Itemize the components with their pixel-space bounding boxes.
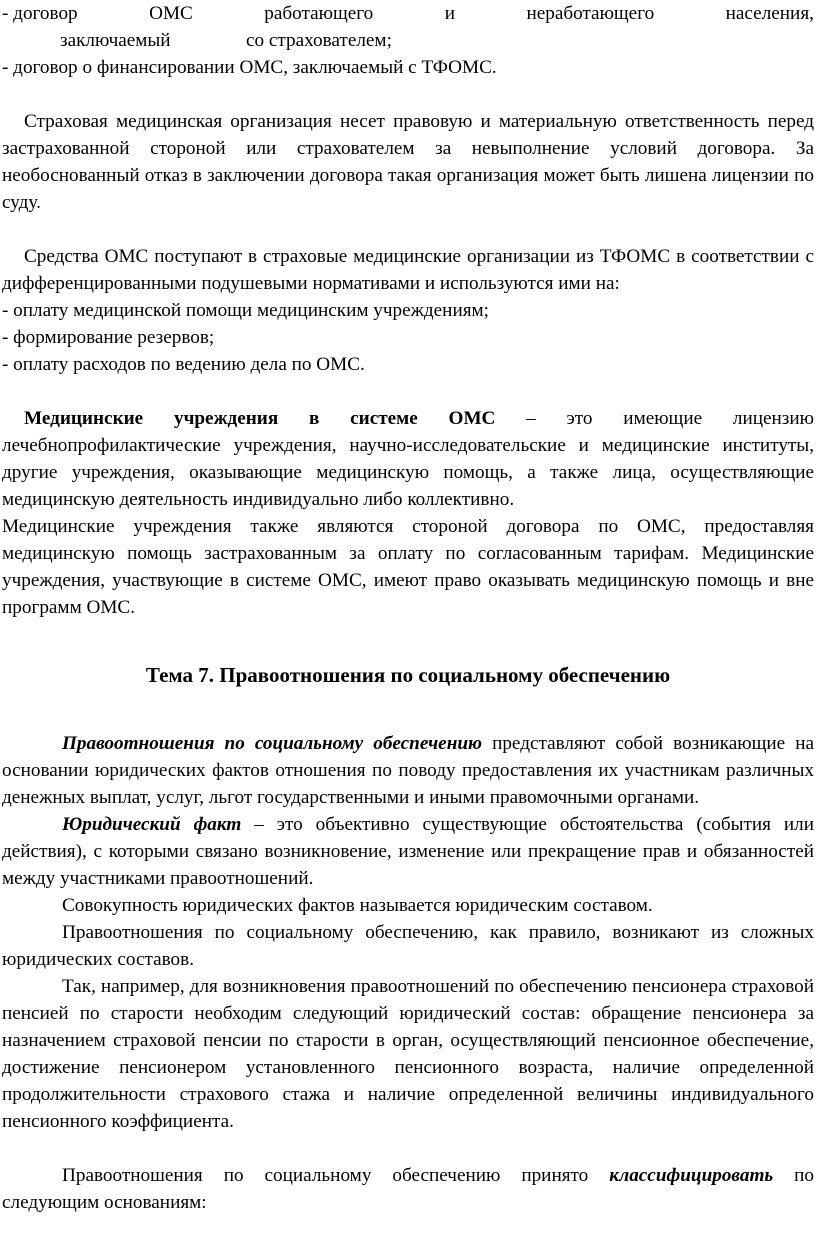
list-item: - оплату медицинской помощи медицинским учреждениям;: [2, 300, 490, 321]
topic-heading: Тема 7. Правоотношения по социальному обеспечению: [145, 663, 671, 687]
list-item: - формирование резервов;: [2, 327, 215, 348]
term-med-institutions: Медицинские учреждения в системе ОМС: [24, 408, 496, 429]
list-item-contract-financing: - договор о финансировании ОМС, заключаемый с ТФОМС.: [2, 57, 497, 78]
definition-med-institutions: – это имеющие лицензию лечебнопрофилактические учреждения, научно-исследовательские и медицинские институты, другие учреждения, оказывающие медицинскую помощь, а также лица, осуществляющие медицинскую деятельность индивидуально либо коллективно.: [2, 408, 814, 510]
paragraph-classify: [2, 1162, 814, 1216]
paragraph-med-institutions-2: Медицинские учреждения также являются стороной договора по ОМС, предоставляя медицинскую помощь застрахованным за оплату по согласованным тарифам. Медицинские учреждения, участвующие в системе ОМС, имеют право оказывать медицинскую помощь и вне программ ОМС.: [2, 516, 814, 618]
paragraph-example: Так, например, для возникновения правоотношений по обеспечению пенсионера страховой пенсией по старости необходим следующий юридический состав: обращение пенсионера за назначением страховой пенсии по старости в орган, осуществляющий пенсионное обеспечение, достижение пенсионером установленного пенсионного возраста, наличие определенной продолжительности страхового стажа и наличие определенной величины индивидуального пенсионного коэффициента.: [2, 976, 814, 1132]
list-word: - договор: [2, 3, 78, 24]
list-word: населения,: [725, 3, 814, 24]
classify-before: Правоотношения по социальному обеспечению принято: [62, 1165, 610, 1186]
paragraph-legal-fact: [2, 811, 814, 892]
paragraph-relations-definition: [2, 730, 814, 811]
classify-after: по следующим основаниям:: [2, 1165, 814, 1213]
paragraph-composition: Совокупность юридических фактов называется юридическим составом.: [62, 895, 653, 916]
list-word: работающего: [264, 3, 374, 24]
list-word: ОМС: [149, 3, 193, 24]
paragraph-liability: Страховая медицинская организация несет правовую и материальную ответственность перед застрахованной стороной или страхователем за невыполнение условий договора. За необоснованный отказ в заключении договора такая организация может быть лишена лицензии по суду.: [2, 111, 814, 213]
definition-relations: представляют собой возникающие на основании юридических фактов отношения по поводу предоставления их участникам различных денежных выплат, услуг, льгот государственными и иными правомочными органами.: [2, 733, 814, 808]
term-legal-fact: Юридический факт: [62, 814, 242, 835]
paragraph-complex: Правоотношения по социальному обеспечению, как правило, возникают из сложных юридических составов.: [2, 922, 814, 970]
list-word: и: [444, 3, 455, 24]
definition-legal-fact: – это объективно существующие обстоятельства (события или действия), с которыми связано возникновение, изменение или прекращение прав и обязанностей между участниками правоотношений.: [2, 814, 814, 889]
paragraph-funds: Средства ОМС поступают в страховые медицинские организации из ТФОМС в соответствии с дифференцированными подушевыми нормативами и используются ими на:: [2, 246, 814, 294]
list-word: заключаемый: [60, 30, 171, 51]
list-word: неработающего: [526, 3, 655, 24]
list-item-contract-oms: [2, 0, 814, 27]
list-item: - оплату расходов по ведению дела по ОМС.: [2, 354, 365, 375]
term-relations: Правоотношения по социальному обеспечению: [62, 733, 483, 754]
list-word: со страхователем;: [246, 30, 392, 51]
paragraph-med-institutions: [2, 405, 814, 513]
list-item-contract-oms-continuation: [2, 27, 814, 54]
term-classify: классифицировать: [609, 1165, 774, 1186]
